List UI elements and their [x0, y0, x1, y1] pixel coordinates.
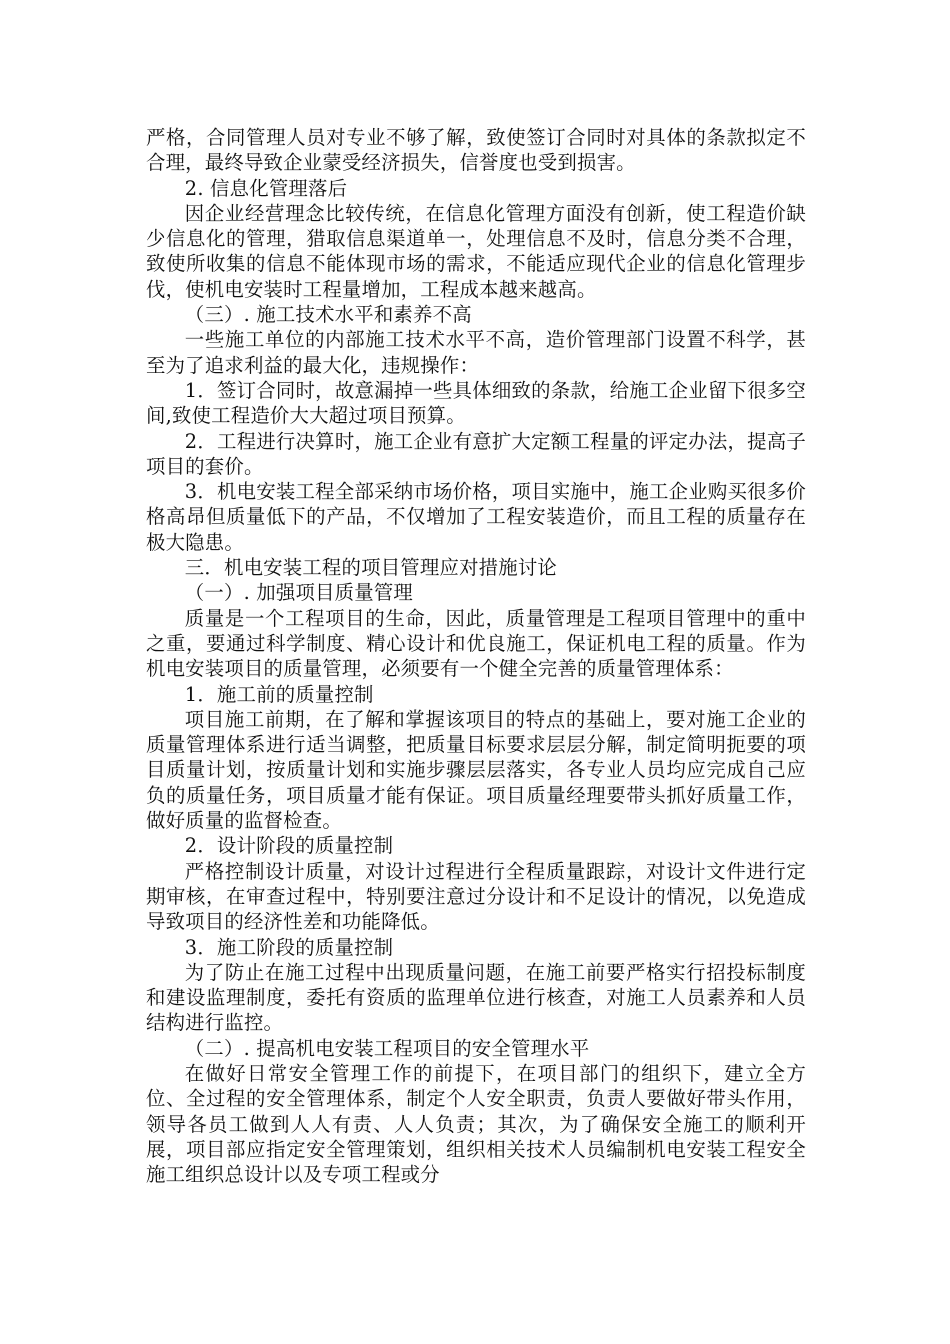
list-item-3: 3．机电安装工程全部采纳市场价格，项目实施中，施工企业购买很多价格高昂但质量低下的产品，不仅增加了工程安装造价，而且工程的质量存在极大隐患。 — [146, 480, 806, 554]
heading-safety-management: （二）. 提高机电安装工程项目的安全管理水平 — [184, 1036, 590, 1060]
list-item-2: 2．工程进行决算时，施工企业有意扩大定额工程量的评定办法，提高子项目的套价。 — [146, 429, 806, 478]
paragraph-technical-level: 一些施工单位的内部施工技术水平不高，造价管理部门设置不科学，甚至为了追求利益的最大化，违规操作： — [146, 328, 806, 377]
paragraph-pre-construction: 项目施工前期，在了解和掌握该项目的特点的基础上，要对施工企业的质量管理体系进行适当调整，把质量目标要求层层分解，制定简明扼要的项目质量计划，按质量计划和实施步骤层层落实，各专业人员均应完成自己应负的质量任务，项目质量才能有保证。项目质量经理要带头抓好质量工作，做好质量的监督检查。 — [146, 707, 806, 833]
document-page — [146, 125, 806, 1187]
heading-construction-stage: 3．施工阶段的质量控制 — [184, 935, 394, 959]
heading-technical-level: （三）. 施工技术水平和素养不高 — [184, 303, 472, 327]
list-item-1: 1．签订合同时，故意漏掉一些具体细致的条款，给施工企业留下很多空间,致使工程造价大大超过项目预算。 — [146, 378, 806, 428]
heading-informatization: 2. 信息化管理落后 — [184, 176, 348, 200]
heading-quality-management: （一）. 加强项目质量管理 — [184, 581, 414, 605]
paragraph-safety-management: 在做好日常安全管理工作的前提下，在项目部门的组织下，建立全方位、全过程的安全管理体系，制定个人安全职责，负责人要做好带头作用，领导各员工做到人人有责、人人负责；其次，为了确保安全施工的顺利开展，项目部应指定安全管理策划，组织相关技术人员编制机电安装工程安全施工组织总设计以及专项工程或分 — [146, 1061, 806, 1187]
paragraph-quality-management: 质量是一个工程项目的生命，因此，质量管理是工程项目管理中的重中之重，要通过科学制度、精心设计和优良施工，保证机电工程的质量。作为机电安装项目的质量管理，必须要有一个健全完善的质量管理体系： — [146, 606, 806, 681]
heading-design-stage: 2．设计阶段的质量控制 — [184, 834, 394, 858]
paragraph-informatization: 因企业经营理念比较传统，在信息化管理方面没有创新，使工程造价缺少信息化的管理，猎取信息渠道单一，处理信息不及时，信息分类不合理，致使所收集的信息不能体现市场的需求，不能适应现代企业的信息化管理步伐，使机电安装时工程量增加，工程成本越来越高。 — [146, 201, 806, 301]
paragraph-design-stage: 严格控制设计质量，对设计过程进行全程质量跟踪，对设计文件进行定期审核，在审查过程中，特别要注意过分设计和不足设计的情况，以免造成导致项目的经济性差和功能降低。 — [146, 859, 806, 934]
paragraph-construction-stage: 为了防止在施工过程中出现质量问题，在施工前要严格实行招投标制度和建设监理制度，委托有资质的监理单位进行核查，对施工人员素养和人员结构进行监控。 — [146, 960, 806, 1035]
paragraph-contract-issue: 严格，合同管理人员对专业不够了解，致使签订合同时对具体的条款拟定不合理，最终导致企业蒙受经济损失，信誉度也受到损害。 — [146, 126, 806, 175]
heading-pre-construction: 1．施工前的质量控制 — [184, 682, 374, 706]
section-heading-3: 三．机电安装工程的项目管理应对措施讨论 — [184, 556, 558, 580]
